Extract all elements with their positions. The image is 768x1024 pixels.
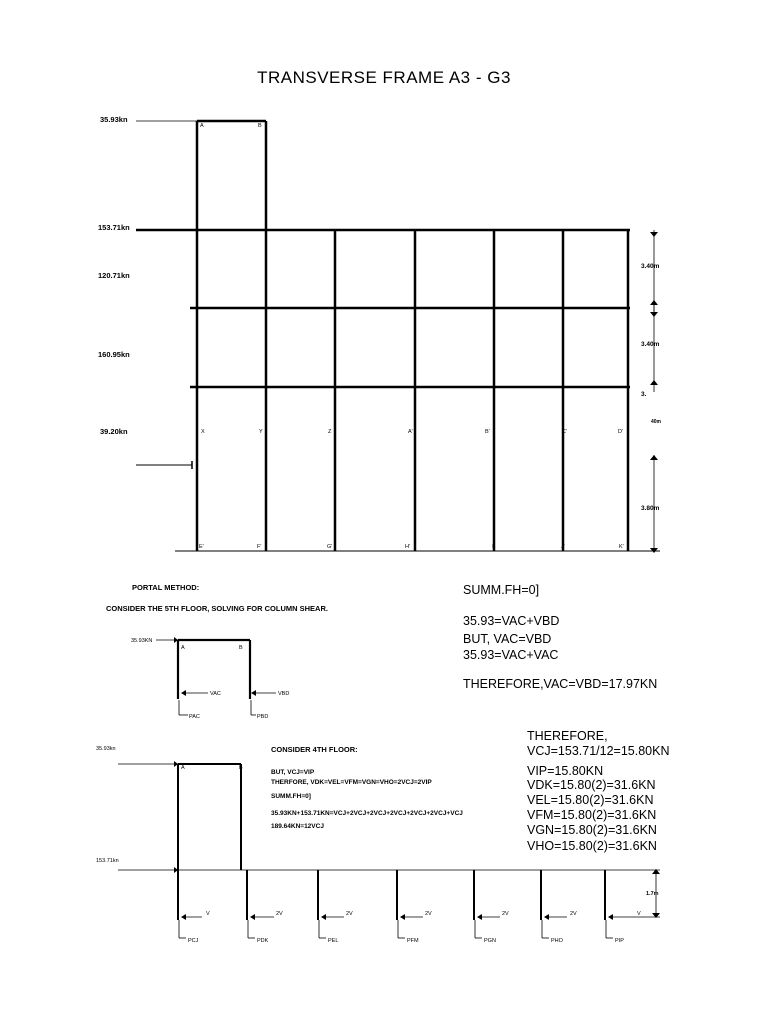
note-line: SUMM.FH=0] <box>271 793 311 800</box>
portal-instruction: CONSIDER THE 5TH FLOOR, SOLVING FOR COLUMN SHEAR. <box>106 604 328 613</box>
dim-label-4: 40m <box>651 419 662 425</box>
node-label: A <box>200 123 204 129</box>
axial-label: PFM <box>407 938 419 944</box>
node-label: A <box>181 645 185 651</box>
node-label: X <box>201 429 205 435</box>
note-line: THERFORE, VDK=VEL=VFM=VGN=VHO=2VCJ=2VIP <box>271 779 432 786</box>
calc-line: VEL=15.80(2)=31.6KN <box>527 793 654 807</box>
node-label: A' <box>408 429 413 435</box>
note-line: 189.64KN=12VCJ <box>271 823 324 830</box>
calc-line: 35.93=VAC+VAC <box>463 648 559 662</box>
node-label: E' <box>199 544 204 550</box>
page-title: TRANSVERSE FRAME A3 - G3 <box>257 68 511 87</box>
axial-label: PHO <box>551 938 563 944</box>
node-label: B <box>239 765 243 771</box>
dim-label-1: 3.40m <box>641 263 660 270</box>
calc-line: 35.93=VAC+VBD <box>463 614 560 628</box>
portal-frame <box>156 640 276 715</box>
shear-label: V <box>637 911 641 917</box>
node-label: I' <box>492 544 495 550</box>
note-line: 35.93KN+153.71KN=VCJ+2VCJ+2VCJ+2VCJ+2VCJ+2VCJ+VCJ <box>271 810 463 817</box>
dim-label-5: 3.80m <box>641 505 660 512</box>
floor4-dim-label: 1.7m <box>646 891 659 897</box>
floor4-load-label: 153.71kn <box>96 858 119 864</box>
shear-label: 2V <box>276 911 283 917</box>
axial-label: PDK <box>257 938 269 944</box>
node-label: H' <box>405 544 411 550</box>
calc-line: BUT, VAC=VBD <box>463 632 552 646</box>
portal-heading: PORTAL METHOD: <box>132 583 200 592</box>
node-label: K' <box>619 544 624 550</box>
shear-label: VBD <box>278 691 290 697</box>
dim-label-2: 3.40m <box>641 341 660 348</box>
load-label-5: 39.20kn <box>100 427 128 436</box>
floor4-load-label: 35.93kn <box>96 746 116 752</box>
calc-line: VGN=15.80(2)=31.6KN <box>527 823 657 837</box>
dim-tick <box>650 232 658 237</box>
axial-label: PGN <box>484 938 496 944</box>
node-label: A <box>181 765 185 771</box>
load-label-1: 35.93kn <box>100 115 128 124</box>
load-label-4: 160.95kn <box>98 350 130 359</box>
node-label: Y <box>259 429 263 435</box>
node-label: D' <box>618 429 624 435</box>
shear-label: V <box>206 911 210 917</box>
axial-label: PIP <box>615 938 624 944</box>
shear-label: 2V <box>425 911 432 917</box>
calc-line: THEREFORE, <box>527 729 608 743</box>
shear-label: 2V <box>346 911 353 917</box>
shear-label: 2V <box>570 911 577 917</box>
portal-load-label: 35.93KN <box>131 638 153 644</box>
node-label: G' <box>327 544 333 550</box>
axial-label: PCJ <box>188 938 199 944</box>
note-line: BUT, VCJ=VIP <box>271 769 315 776</box>
node-label: F' <box>257 544 262 550</box>
load-label-2: 153.71kn <box>98 223 130 232</box>
node-label: J' <box>561 544 565 550</box>
axial-label: PBD <box>257 714 269 720</box>
calc-line: VCJ=153.71/12=15.80KN <box>527 744 670 758</box>
node-label: B <box>258 123 262 129</box>
calc-line: THEREFORE,VAC=VBD=17.97KN <box>463 677 658 691</box>
calc-line: VIP=15.80KN <box>527 764 604 778</box>
node-label: B' <box>485 429 490 435</box>
floor4-heading: CONSIDER 4TH FLOOR: <box>271 745 358 754</box>
axial-label: PEL <box>328 938 339 944</box>
load-label-3: 120.71kn <box>98 271 130 280</box>
calc-line: VDK=15.80(2)=31.6KN <box>527 778 656 792</box>
axial-label: PAC <box>189 714 200 720</box>
node-label: B <box>239 645 243 651</box>
dim-label-3: 3. <box>641 391 647 398</box>
shear-label: VAC <box>210 691 221 697</box>
shear-label: 2V <box>502 911 509 917</box>
node-label: C' <box>562 429 568 435</box>
calc-line: VFM=15.80(2)=31.6KN <box>527 808 657 822</box>
calc-line: VHO=15.80(2)=31.6KN <box>527 839 657 853</box>
node-label: Z <box>328 429 332 435</box>
calc-line: SUMM.FH=0] <box>463 583 540 597</box>
main-frame <box>136 121 660 551</box>
